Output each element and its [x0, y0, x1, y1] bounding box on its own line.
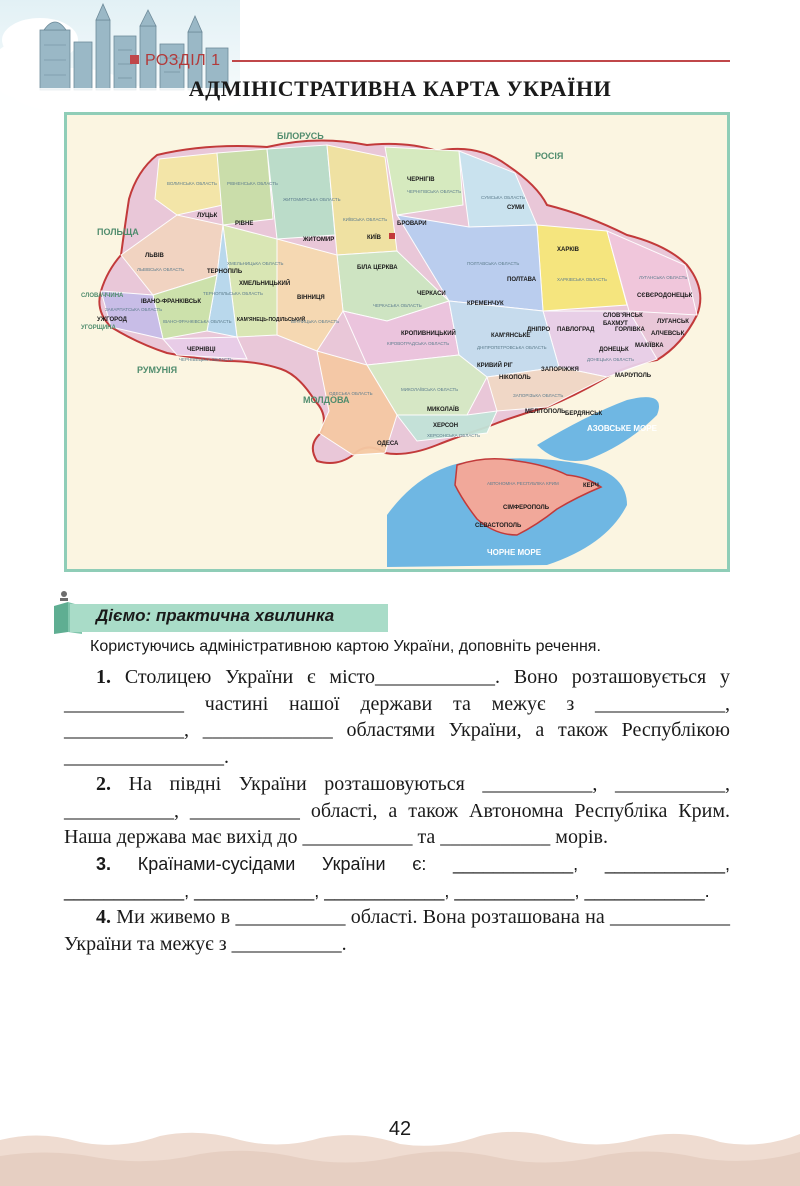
region-label: АВТОНОМНА РЕСПУБЛІКА КРИМ — [487, 481, 559, 486]
region-zhytomyr — [267, 145, 335, 239]
city-label: МИКОЛАЇВ — [427, 407, 460, 413]
city-label: ЛУГАНСЬК — [657, 319, 689, 325]
city-label: БЕРДЯНСЬК — [565, 411, 603, 417]
city-label: РІВНЕ — [235, 221, 254, 227]
region-label: ДНІПРОПЕТРОВСЬКА ОБЛАСТЬ — [477, 345, 547, 350]
region-label: ХАРКІВСЬКА ОБЛАСТЬ — [557, 277, 607, 282]
neighbor-label: ПОЛЬЩА — [97, 227, 139, 237]
neighbor-label: БІЛОРУСЬ — [277, 131, 324, 141]
city-label: ІВАНО-ФРАНКІВСЬК — [141, 299, 202, 305]
city-label: УЖГОРОД — [97, 317, 127, 323]
neighbor-label: РУМУНІЯ — [137, 365, 178, 375]
region-label: ХМЕЛЬНИЦЬКА ОБЛАСТЬ — [227, 261, 284, 266]
city-label: ПАВЛОГРАД — [557, 327, 595, 333]
region-label: ТЕРНОПІЛЬСЬКА ОБЛАСТЬ — [203, 291, 263, 296]
city-label: ПОЛТАВА — [507, 277, 537, 283]
page-number: 42 — [388, 1118, 412, 1140]
city-label: КРИВИЙ РІГ — [477, 363, 513, 369]
city-label: КАМ'ЯНСЬКЕ — [491, 333, 531, 339]
city-label: ДОНЕЦЬК — [599, 347, 629, 353]
exercise-item: 1. Столицею України є місто____________. Воно розташовується у ____________ частині нашої держави та межує з _____________, ____________, _____________ областями України, а також Республікою ________________. — [64, 666, 730, 769]
section-label: РОЗДІЛ 1 — [130, 52, 221, 70]
city-label: ЛУЦЬК — [197, 213, 218, 219]
region-label: КІРОВОГРАДСЬКА ОБЛАСТЬ — [387, 341, 450, 346]
exercise-list — [64, 664, 730, 958]
city-label: ТЕРНОПІЛЬ — [207, 269, 243, 275]
city-label: ЧЕРНІГІВ — [407, 177, 435, 183]
region-label: ЧЕРНІГІВСЬКА ОБЛАСТЬ — [407, 189, 462, 194]
city-label: АЛЧЕВСЬК — [651, 331, 685, 337]
region-label: ДОНЕЦЬКА ОБЛАСТЬ — [587, 357, 635, 362]
map-frame — [64, 112, 730, 572]
region-label: ВІННИЦЬКА ОБЛАСТЬ — [291, 319, 340, 324]
exercise-item: 4. Ми живемо в ___________ області. Вона розташована на ____________ України та межує з ___________. — [64, 906, 730, 956]
region-label: ЧЕРНІВЕЦЬКА ОБЛАСТЬ — [179, 357, 233, 362]
region-label: ЗАКАРПАТСЬКА ОБЛАСТЬ — [105, 307, 163, 312]
city-label: ВІННИЦЯ — [297, 295, 325, 301]
kyiv-marker — [389, 233, 395, 239]
exercise-item: 2. На півдні України розташовуються ___________, ___________, ___________, ___________ області, а також Автономна Республіка Крим. Наша держава має вихід до ___________ та ___________ морів. — [64, 772, 730, 849]
city-label: НІКОПОЛЬ — [499, 375, 531, 381]
region-label: ОДЕСЬКА ОБЛАСТЬ — [329, 391, 373, 396]
city-label: КРОПИВНИЦЬКИЙ — [401, 331, 456, 337]
section-marker — [130, 55, 139, 64]
city-label: КАМ'ЯНЕЦЬ-ПОДІЛЬСЬКИЙ — [237, 317, 306, 323]
region-label: МИКОЛАЇВСЬКА ОБЛАСТЬ — [401, 387, 459, 392]
city-label: МЕЛІТОПОЛЬ — [525, 409, 566, 415]
city-label: БІЛА ЦЕРКВА — [357, 265, 398, 271]
city-label: ХМЕЛЬНИЦЬКИЙ — [239, 281, 291, 287]
city-label: СЛОВ'ЯНСЬК — [603, 313, 643, 319]
city-label: МАКІЇВКА — [635, 343, 664, 349]
neighbor-label: СЛОВАЧЧИНА — [81, 293, 124, 299]
region-label: ІВАНО-ФРАНКІВСЬКА ОБЛАСТЬ — [163, 319, 232, 324]
region-rivne — [217, 149, 273, 225]
city-label: БАХМУТ — [603, 321, 628, 327]
city-label: ХЕРСОН — [433, 423, 459, 429]
city-label: ХАРКІВ — [557, 247, 579, 253]
activity-title: Діємо: практична хвилинка — [96, 606, 335, 625]
city-label: КРЕМЕНЧУК — [467, 301, 504, 307]
city-label: ОДЕСА — [377, 441, 399, 447]
city-label: ЧЕРНІВЦІ — [187, 347, 216, 353]
exercise-item: 3. Країнами-сусідами України є: ____________, ____________, ____________, ____________, ____________, ____________, ____________. — [64, 853, 730, 901]
city-label: ГОРЛІВКА — [615, 327, 645, 333]
page-title: АДМІНІСТРАТИВНА КАРТА УКРАЇНИ — [188, 76, 612, 101]
region-label: ХЕРСОНСЬКА ОБЛАСТЬ — [427, 433, 481, 438]
region-label: ЛУГАНСЬКА ОБЛАСТЬ — [639, 275, 688, 280]
region-label: ВОЛИНСЬКА ОБЛАСТЬ — [167, 181, 217, 186]
city-label: СІМФЕРОПОЛЬ — [503, 505, 550, 511]
city-label: СЄВЄРОДОНЕЦЬК — [637, 293, 693, 299]
neighbor-label: РОСІЯ — [535, 151, 564, 161]
city-label: СУМИ — [507, 205, 525, 211]
header-divider — [232, 60, 730, 62]
city-label: ДНІПРО — [527, 327, 551, 333]
city-label: ЧЕРКАСИ — [417, 291, 446, 297]
region-label: КИЇВСЬКА ОБЛАСТЬ — [343, 217, 388, 222]
city-label: БРОВАРИ — [397, 221, 427, 227]
region-label: ЧЕРКАСЬКА ОБЛАСТЬ — [373, 303, 422, 308]
city-label: ЛЬВІВ — [145, 253, 164, 259]
city-label: ЗАПОРІЖЖЯ — [541, 367, 579, 373]
ukraine-administrative-map — [67, 115, 727, 569]
city-label: КЕРЧ — [583, 483, 599, 489]
city-label: КИЇВ — [367, 235, 381, 241]
neighbor-label: УГОРЩИНА — [81, 325, 116, 331]
region-label: ЗАПОРІЗЬКА ОБЛАСТЬ — [513, 393, 564, 398]
city-label: МАРІУПОЛЬ — [615, 373, 652, 379]
city-label: ЖИТОМИР — [303, 237, 335, 243]
sea-label: АЗОВСЬКЕ МОРЕ — [587, 424, 657, 433]
region-label: РІВНЕНСЬКА ОБЛАСТЬ — [227, 181, 278, 186]
region-label: ЖИТОМИРСЬКА ОБЛАСТЬ — [283, 197, 341, 202]
activity-instruction: Користуючись адміністративною картою України, доповніть речення. — [90, 638, 601, 655]
region-label: СУМСЬКА ОБЛАСТЬ — [481, 195, 525, 200]
neighbor-label: МОЛДОВА — [303, 395, 350, 405]
sea-label: ЧОРНЕ МОРЕ — [487, 548, 542, 557]
city-label: СЕВАСТОПОЛЬ — [475, 523, 522, 529]
region-label: ПОЛТАВСЬКА ОБЛАСТЬ — [467, 261, 520, 266]
region-label: ЛЬВІВСЬКА ОБЛАСТЬ — [137, 267, 185, 272]
